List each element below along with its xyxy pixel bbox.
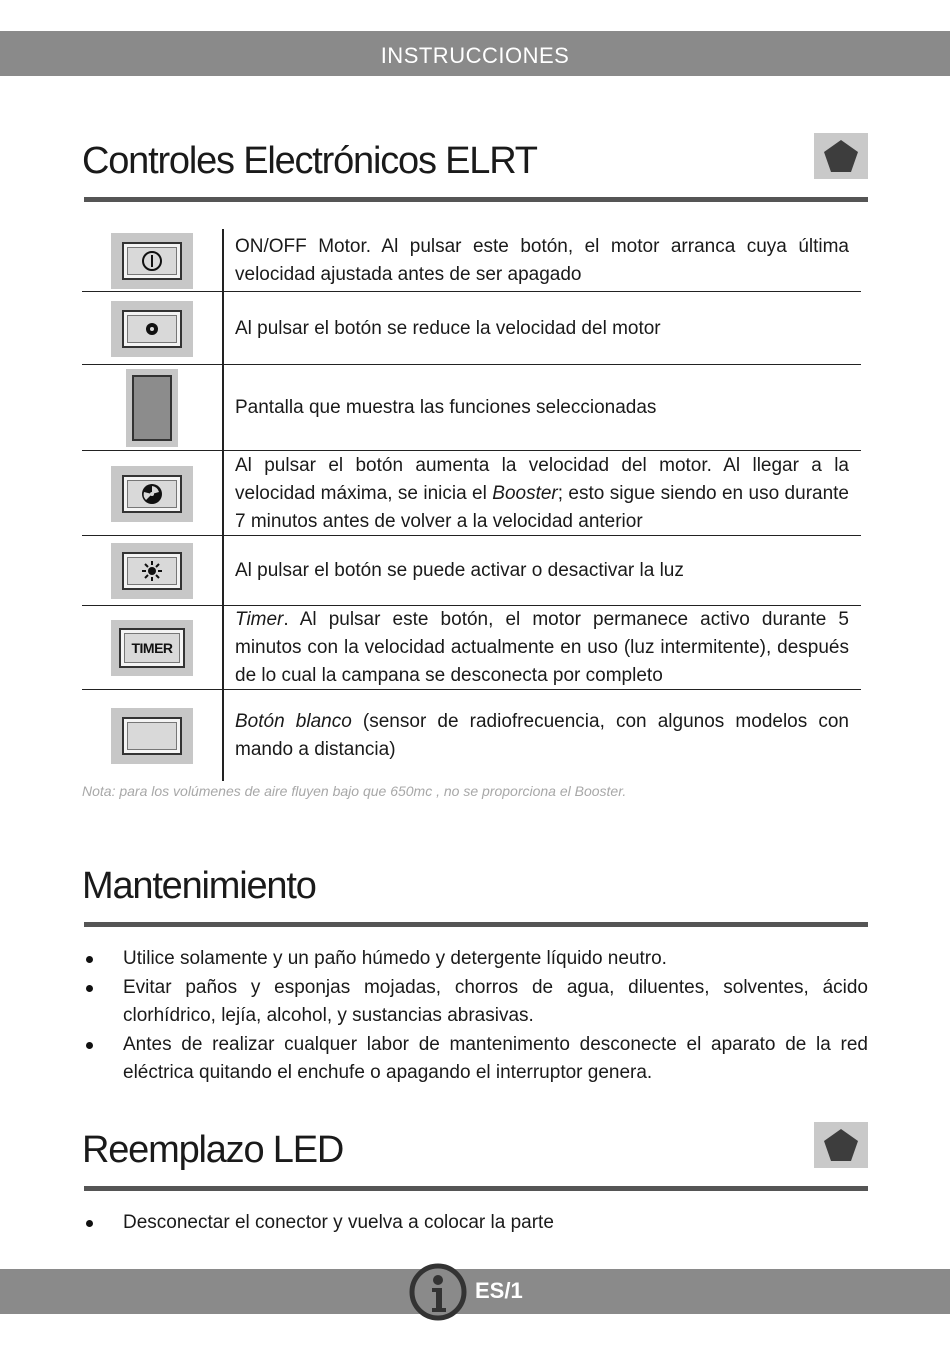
white-button-icon <box>111 708 193 764</box>
row-text: Al pulsar el botón se puede activar o desactivar la luz <box>235 560 684 581</box>
controls-section-rule <box>84 197 868 202</box>
row-text: Pantalla que muestra las funciones seleccionadas <box>235 397 657 418</box>
row-text: Timer. Al pulsar este botón, el motor permanece activo durante 5 minutos con la velocidad actualmente en uso (luz intermitente), después de lo cual la campana se desconecta por completo <box>235 609 849 686</box>
row-text: Al pulsar el botón se reduce la velocidad del motor <box>235 317 661 339</box>
row-text: Al pulsar el botón aumenta la velocidad del motor. Al llegar a la velocidad máxima, se inicia el Booster; esto sigue siendo en uso durante 7 minutos antes de volver a la velocidad anterior <box>235 454 849 532</box>
maintenance-section-rule <box>84 922 868 927</box>
booster-term: Booster <box>492 482 558 504</box>
info-logo-icon <box>408 1262 468 1327</box>
list-item: Utilice solamente y un paño húmedo y detergente líquido neutro. <box>82 945 868 973</box>
speed-down-button-icon <box>111 301 193 357</box>
light-button-icon <box>111 543 193 599</box>
table-row <box>82 451 861 536</box>
white-button-term: Botón blanco <box>235 711 352 732</box>
pentagon-warning-icon <box>814 1122 868 1168</box>
power-button-icon <box>111 233 193 289</box>
speed-up-fan-button-icon <box>111 466 193 522</box>
list-item: Desconectar el conector y vuelva a colocar la parte <box>82 1209 868 1237</box>
page-number: ES/1 <box>475 1278 523 1303</box>
bullet-icon <box>86 985 93 992</box>
table-row <box>82 606 861 690</box>
row-text: ON/OFF Motor. Al pulsar este botón, el motor arranca cuya última velocidad ajustada antes de ser apagado <box>235 235 849 285</box>
bullet-icon <box>86 1220 93 1227</box>
led-section-title: Reemplazo LED <box>82 1129 344 1171</box>
booster-note: Nota: para los volúmenes de aire fluyen bajo que 650mc , no se proporciona el Booster. <box>82 783 627 799</box>
display-screen-icon <box>126 369 178 447</box>
header-title: INSTRUCCIONES <box>380 43 570 68</box>
list-item: Evitar paños y esponjas mojadas, chorros de agua, diluentes, solventes, ácido clorhídrico, lejía, alcohol, y sustancias abrasivas. <box>82 974 868 1030</box>
maintenance-section-title: Mantenimiento <box>82 865 316 907</box>
maintenance-list <box>82 945 868 1088</box>
table-row <box>82 229 861 292</box>
table-row <box>82 365 861 451</box>
pentagon-warning-icon <box>814 133 868 179</box>
led-section-rule <box>84 1186 868 1191</box>
timer-button-icon <box>111 620 193 676</box>
table-row <box>82 690 861 781</box>
row-text: Botón blanco (sensor de radiofrecuencia, con algunos modelos con mando a distancia) <box>235 711 849 760</box>
led-list <box>82 1209 868 1238</box>
header-bar <box>0 31 950 76</box>
table-row <box>82 292 861 365</box>
timer-button-label: TIMER <box>131 640 173 656</box>
controls-section-title: Controles Electrónicos ELRT <box>82 140 537 182</box>
bullet-icon <box>86 1042 93 1049</box>
timer-term: Timer <box>235 609 284 630</box>
list-item: Antes de realizar cualquer labor de mantenimento desconecte el aparato de la red eléctrica quitando el enchufe o apagando el interruptor genera. <box>82 1031 868 1087</box>
table-row <box>82 536 861 606</box>
bullet-icon <box>86 956 93 963</box>
